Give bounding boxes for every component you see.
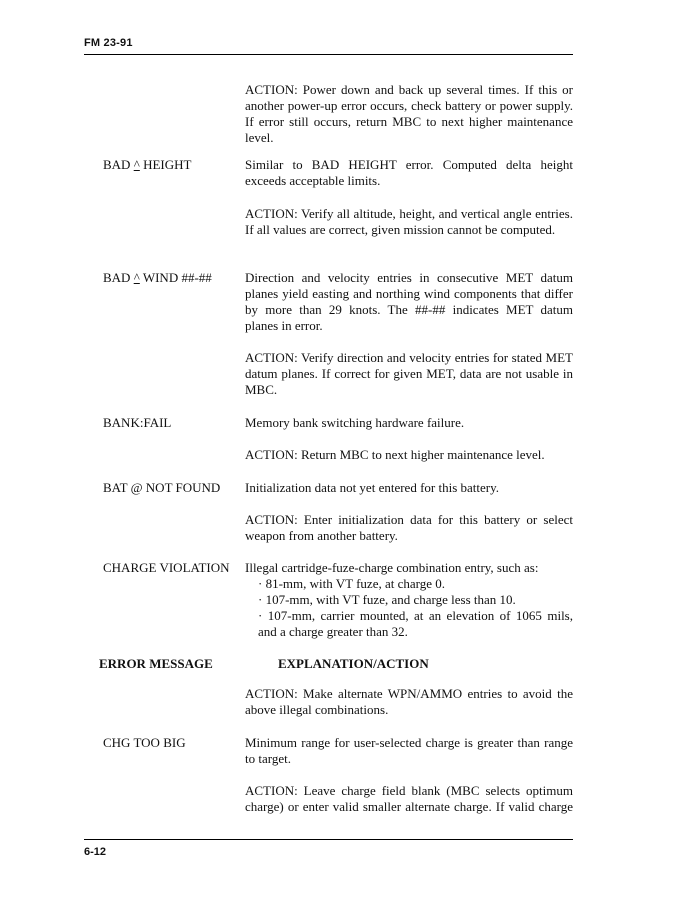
- charge-violation-explanation: Illegal cartridge-fuze-charge combination entry, such as:: [245, 560, 539, 575]
- bat-not-found-action: ACTION: Enter initialization data for this battery or select weapon from another battery.: [245, 512, 573, 543]
- charge-violation-example: · 107-mm, carrier mounted, at an elevation of 1065 mils, and a charge greater than 32.: [258, 608, 573, 639]
- footer-rule: [84, 839, 573, 840]
- error-term-charge-violation: CHARGE VIOLATION: [103, 560, 230, 575]
- error-term-bat-not-found: BAT @ NOT FOUND: [103, 480, 221, 495]
- term-prefix: BAD: [103, 270, 134, 285]
- bad-wind-explanation: Direction and velocity entries in consecutive MET datum planes yield easting and northing wind components that differ by more than 29 knots. The ##-## indicates MET datum planes in error.: [245, 270, 573, 333]
- chg-too-big-action: ACTION: Leave charge field blank (MBC selects optimum charge) or enter valid smaller alternate charge. If valid charge: [245, 783, 573, 814]
- header-rule: [84, 54, 573, 55]
- error-term-bad-wind: [103, 270, 212, 286]
- bad-wind-action: ACTION: Verify direction and velocity entries for stated MET datum planes. If correct for given MET, data are not usable in MBC.: [245, 350, 573, 397]
- bad-height-action: ACTION: Verify all altitude, height, and vertical angle entries. If all values are correct, given mission cannot be computed.: [245, 206, 573, 237]
- term-suffix: WIND ##-##: [139, 270, 212, 285]
- term-suffix: HEIGHT: [139, 157, 192, 172]
- delta-caret-symbol: ^: [133, 270, 140, 285]
- chg-too-big-explanation: Minimum range for user-selected charge is greater than range to target.: [245, 735, 573, 766]
- charge-violation-example: · 107-mm, with VT fuze, and charge less than 10.: [258, 592, 516, 607]
- charge-violation-action: ACTION: Make alternate WPN/AMMO entries to avoid the above illegal combinations.: [245, 686, 573, 717]
- bank-fail-explanation: Memory bank switching hardware failure.: [245, 415, 465, 430]
- charge-violation-example: · 81-mm, with VT fuze, at charge 0.: [258, 576, 446, 591]
- page-number: 6-12: [84, 846, 107, 858]
- bad-height-explanation: Similar to BAD HEIGHT error. Computed delta height exceeds acceptable limits.: [245, 157, 573, 188]
- error-term-bank-fail: BANK:FAIL: [103, 415, 172, 430]
- column-heading-error-message: ERROR MESSAGE: [99, 656, 213, 671]
- bank-fail-action: ACTION: Return MBC to next higher maintenance level.: [245, 447, 545, 462]
- error-term-bad-height: [103, 157, 191, 173]
- error-term-chg-too-big: CHG TOO BIG: [103, 735, 186, 750]
- bat-not-found-explanation: Initialization data not yet entered for this battery.: [245, 480, 500, 495]
- term-prefix: BAD: [103, 157, 134, 172]
- delta-caret-symbol: ^: [133, 157, 140, 172]
- column-heading-explanation-action: EXPLANATION/ACTION: [278, 656, 429, 671]
- manual-header: FM 23-91: [84, 37, 133, 49]
- continued-action-text: ACTION: Power down and back up several times. If this or another power-up error occurs, check battery or power supply. If error still occurs, return MBC to next higher maintenance level.: [245, 82, 573, 145]
